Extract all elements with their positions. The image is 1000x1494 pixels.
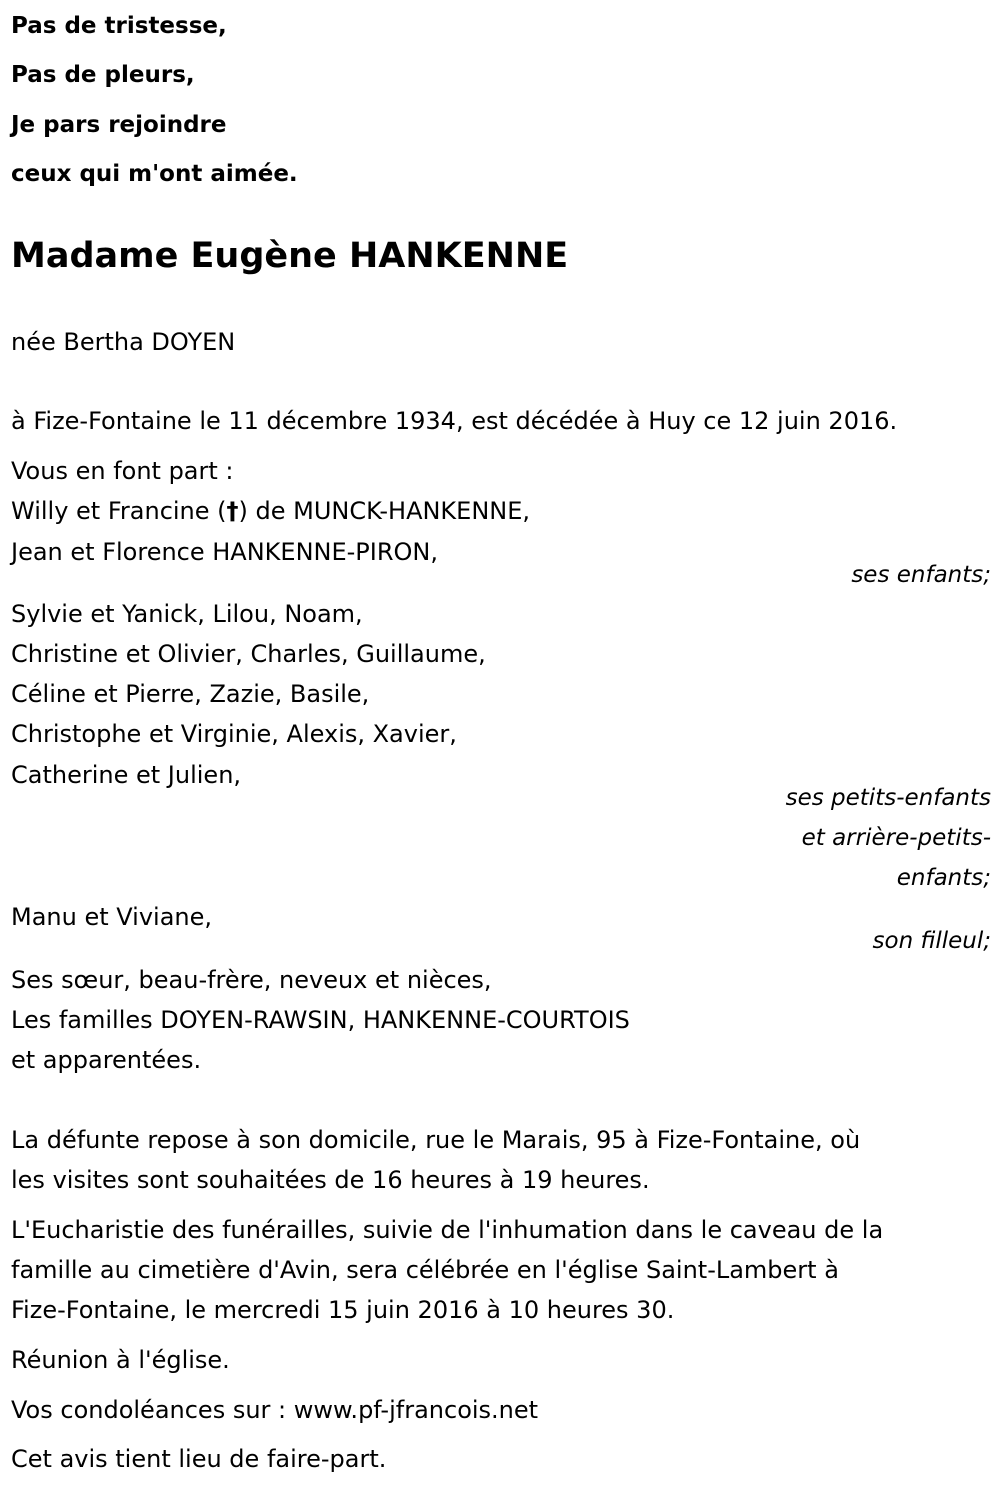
poem-line-2: Pas de pleurs, xyxy=(11,62,195,88)
condolences-line: Vos condoléances sur : www.pf-jfrancois.net xyxy=(11,1396,539,1424)
grandchildren-line-1: Sylvie et Yanick, Lilou, Noam, xyxy=(11,600,363,628)
children-line-1-start: Willy et Francine ( xyxy=(11,497,227,525)
role-grandchildren-2: et arrière-petits- xyxy=(801,825,991,851)
role-godson: son filleul; xyxy=(872,928,991,954)
poem-line-1: Pas de tristesse, xyxy=(11,13,227,39)
children-line-1 xyxy=(11,495,530,527)
grandchildren-line-3: Céline et Pierre, Zazie, Basile, xyxy=(11,680,370,708)
funeral-line-1: L'Eucharistie des funérailles, suivie de l'inhumation dans le caveau de la xyxy=(11,1216,884,1244)
notice-line: Cet avis tient lieu de faire-part. xyxy=(11,1445,387,1473)
godson-line: Manu et Viviane, xyxy=(11,903,213,931)
meeting-line: Réunion à l'église. xyxy=(11,1346,230,1374)
family-line-3: et apparentées. xyxy=(11,1046,202,1074)
role-grandchildren-1: ses petits-enfants xyxy=(785,785,991,811)
announcement-intro: Vous en font part : xyxy=(11,457,234,485)
funeral-line-3: Fize-Fontaine, le mercredi 15 juin 2016 à 10 heures 30. xyxy=(11,1296,675,1324)
life-dates: à Fize-Fontaine le 11 décembre 1934, est décédée à Huy ce 12 juin 2016. xyxy=(11,407,898,435)
funeral-line-2: famille au cimetière d'Avin, sera célébrée en l'église Saint-Lambert à xyxy=(11,1256,839,1284)
deceased-name: Madame Eugène HANKENNE xyxy=(11,236,569,276)
poem-line-4: ceux qui m'ont aimée. xyxy=(11,161,298,187)
family-line-2: Les familles DOYEN-RAWSIN, HANKENNE-COURTOIS xyxy=(11,1006,630,1034)
grandchildren-line-2: Christine et Olivier, Charles, Guillaume, xyxy=(11,640,486,668)
role-children: ses enfants; xyxy=(851,562,991,588)
birth-name: née Bertha DOYEN xyxy=(11,328,236,356)
visit-line-1: La défunte repose à son domicile, rue le Marais, 95 à Fize-Fontaine, où xyxy=(11,1126,861,1154)
cross-icon: † xyxy=(226,497,239,525)
family-line-1: Ses sœur, beau-frère, neveux et nièces, xyxy=(11,966,492,994)
poem-line-3: Je pars rejoindre xyxy=(11,112,227,138)
children-line-2: Jean et Florence HANKENNE-PIRON, xyxy=(11,538,439,566)
visit-line-2: les visites sont souhaitées de 16 heures à 19 heures. xyxy=(11,1166,650,1194)
role-grandchildren-3: enfants; xyxy=(896,865,991,891)
grandchildren-line-4: Christophe et Virginie, Alexis, Xavier, xyxy=(11,720,457,748)
grandchildren-line-5: Catherine et Julien, xyxy=(11,761,242,789)
children-line-1-end: ) de MUNCK-HANKENNE, xyxy=(238,497,531,525)
